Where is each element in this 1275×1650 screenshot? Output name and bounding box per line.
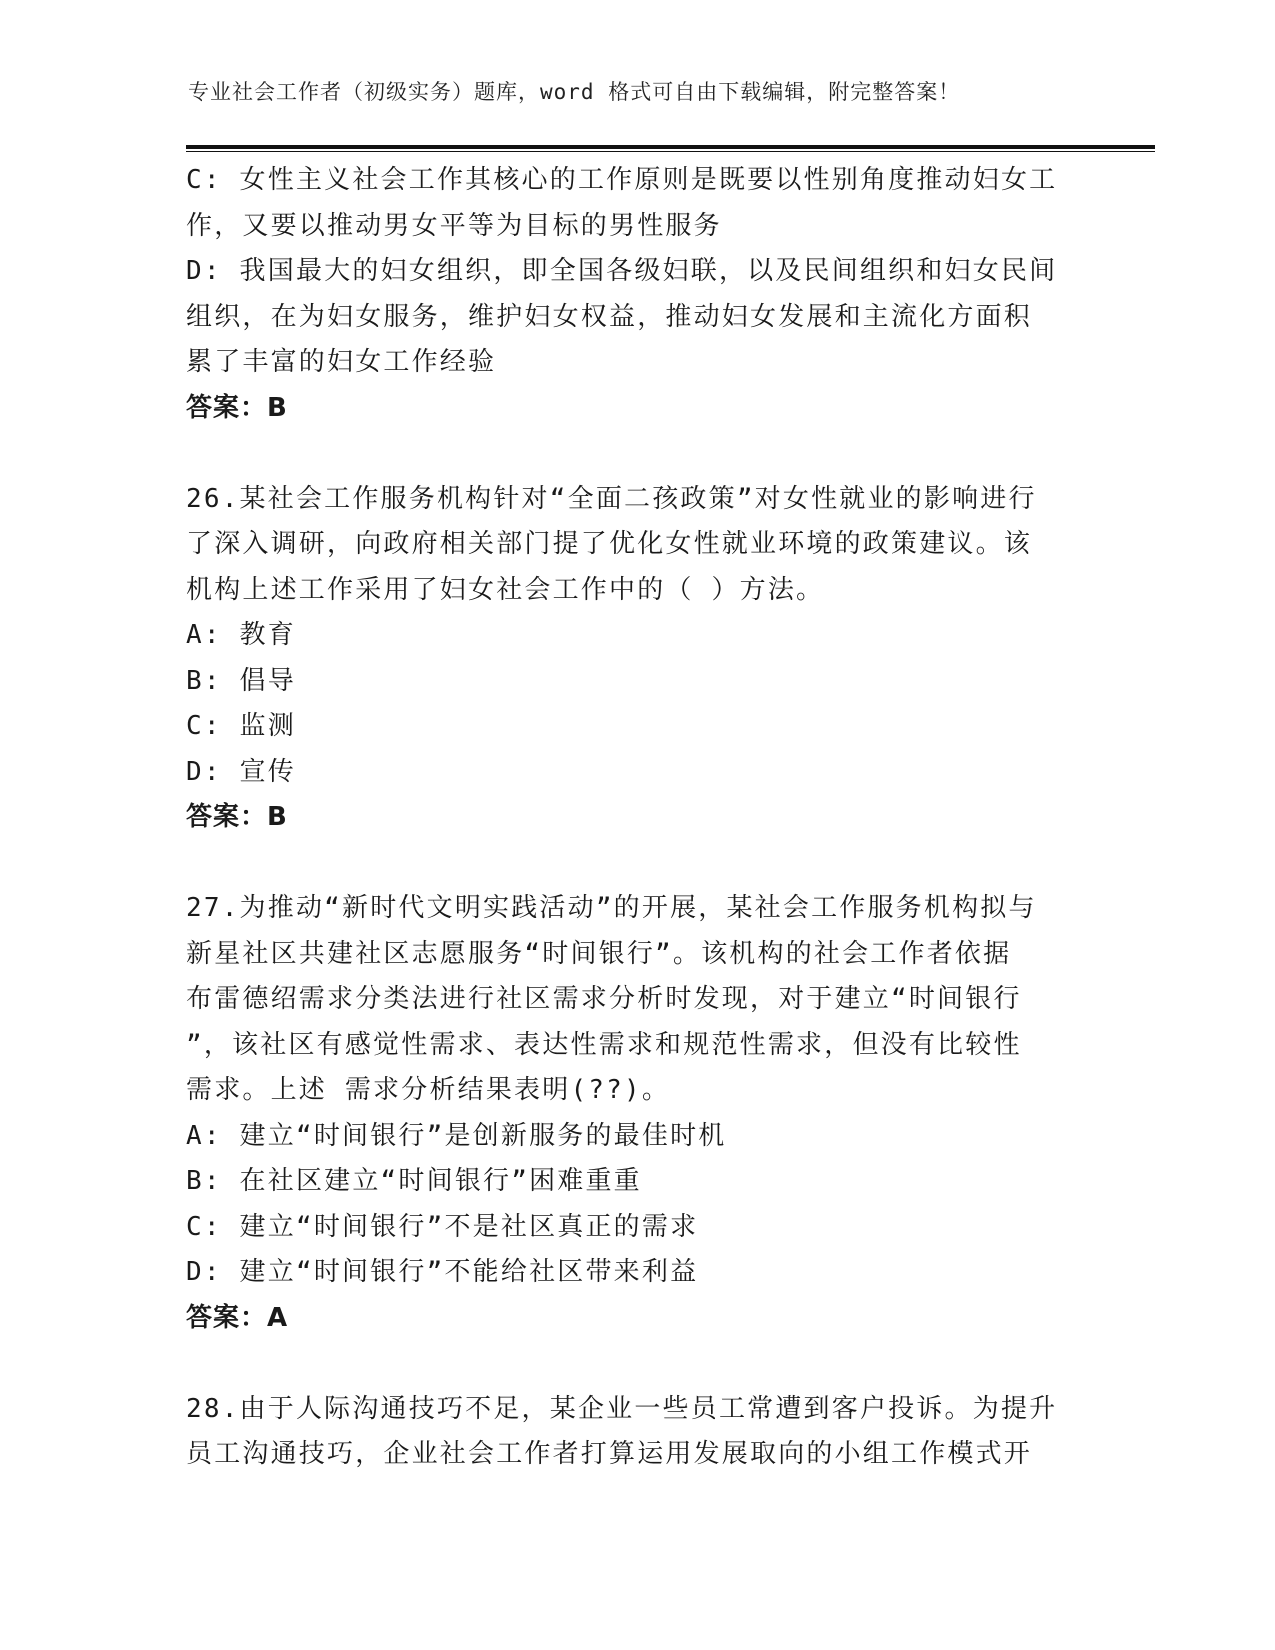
option-d: D: 宣传 bbox=[186, 756, 296, 787]
spacer bbox=[186, 841, 1086, 887]
question-stem-line: 布雷德绍需求分类法进行社区需求分析时发现，对于建立“时间银行 bbox=[186, 984, 1022, 1014]
option-c-line: 作，又要以推动男女平等为目标的男性服务 bbox=[186, 210, 722, 241]
option-b: B: 在社区建立“时间银行”困难重重 bbox=[186, 1166, 642, 1196]
spacer bbox=[186, 1341, 1086, 1387]
option-d-line: 累了丰富的妇女工作经验 bbox=[186, 347, 497, 377]
question-stem-line: 27.为推动“新时代文明实践活动”的开展，某社会工作服务机构拟与 bbox=[186, 893, 1037, 923]
question-stem-line: 26.某社会工作服务机构针对“全面二孩政策”对女性就业的影响进行 bbox=[186, 483, 1037, 514]
question-stem-line: 机构上述工作采用了妇女社会工作中的（ ）方法。 bbox=[186, 574, 825, 605]
page-header: 专业社会工作者（初级实务）题库，word 格式可自由下载编辑，附完整答案！ bbox=[188, 80, 961, 104]
option-c-line: C: 女性主义社会工作其核心的工作原则是既要以性别角度推动妇女工 bbox=[186, 165, 1058, 195]
option-c: C: 建立“时间银行”不是社区真正的需求 bbox=[186, 1211, 699, 1242]
option-d-line: 组织，在为妇女服务，维护妇女权益，推动妇女发展和主流化方面积 bbox=[186, 301, 1033, 332]
option-d-line: D: 我国最大的妇女组织，即全国各级妇联，以及民间组织和妇女民间 bbox=[186, 256, 1058, 286]
answer-label: 答案：B bbox=[186, 392, 288, 423]
question-stem-line: ”，该社区有感觉性需求、表达性需求和规范性需求，但没有比较性 bbox=[186, 1029, 1022, 1060]
option-b: B: 倡导 bbox=[186, 665, 296, 696]
document-body bbox=[186, 158, 1086, 1478]
spacer bbox=[186, 431, 1086, 477]
header-rule-thin bbox=[186, 151, 1155, 152]
answer-label: 答案：A bbox=[186, 1302, 289, 1333]
option-a: A: 建立“时间银行”是创新服务的最佳时机 bbox=[186, 1120, 727, 1151]
question-stem-line: 28.由于人际沟通技巧不足，某企业一些员工常遭到客户投诉。为提升 bbox=[186, 1393, 1058, 1424]
option-c: C: 监测 bbox=[186, 711, 296, 741]
header-rule-thick bbox=[186, 145, 1155, 149]
question-27 bbox=[186, 886, 1086, 1341]
question-stem-line: 需求。上述 需求分析结果表明(??)。 bbox=[186, 1075, 671, 1105]
option-d: D: 建立“时间银行”不能给社区带来利益 bbox=[186, 1257, 699, 1287]
option-a: A: 教育 bbox=[186, 620, 296, 650]
question-stem-line: 了深入调研，向政府相关部门提了优化女性就业环境的政策建议。该 bbox=[186, 529, 1033, 559]
answer-label: 答案：B bbox=[186, 802, 288, 832]
question-25-tail bbox=[186, 158, 1086, 431]
question-26 bbox=[186, 477, 1086, 841]
question-28 bbox=[186, 1387, 1086, 1478]
question-stem-line: 新星社区共建社区志愿服务“时间银行”。该机构的社会工作者依据 bbox=[186, 938, 1012, 969]
question-stem-line: 员工沟通技巧，企业社会工作者打算运用发展取向的小组工作模式开 bbox=[186, 1439, 1033, 1469]
